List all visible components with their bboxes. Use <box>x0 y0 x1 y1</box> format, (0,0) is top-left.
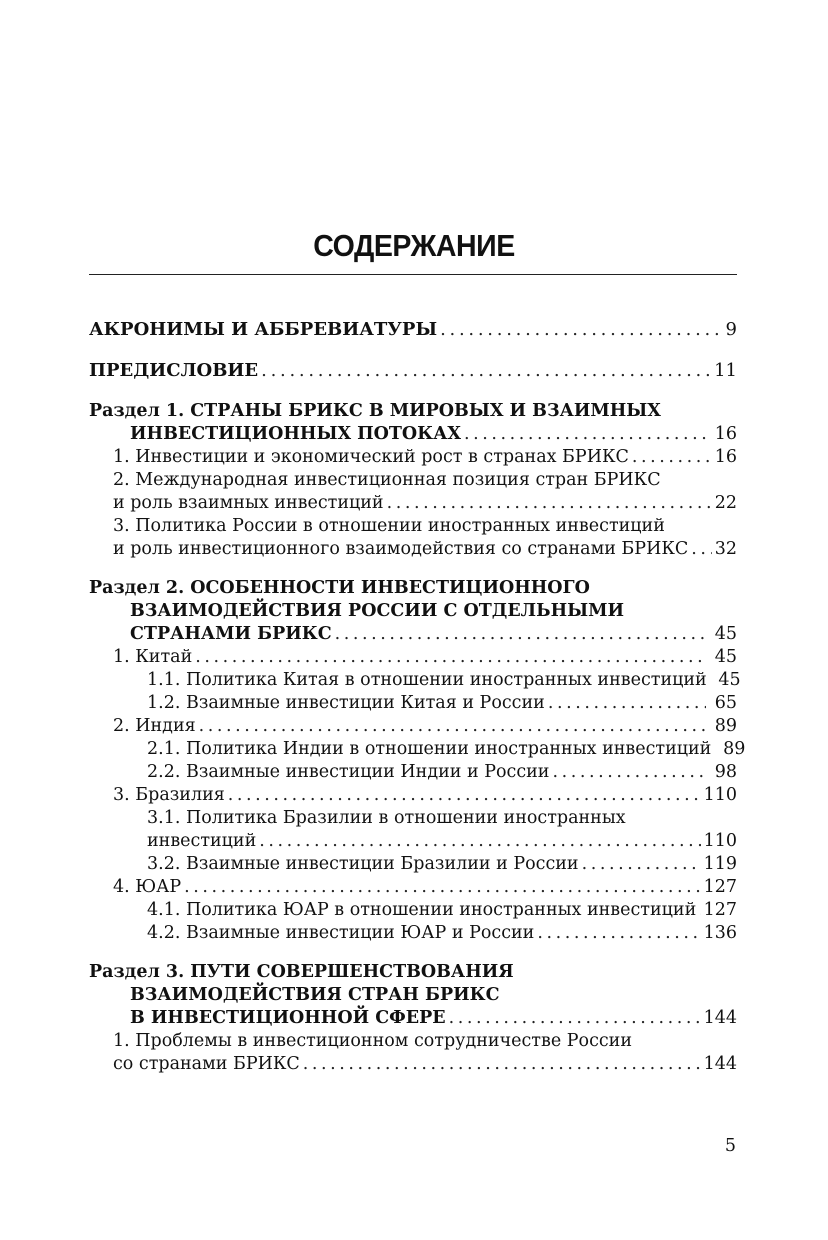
section-heading-line: Раздел 2. ОСОБЕННОСТИ ИНВЕСТИЦИОННОГО <box>89 578 590 598</box>
toc-subitem[interactable]: инвестиций . . . 110 <box>89 830 737 853</box>
leader-dots <box>335 623 706 646</box>
leader-dots <box>582 853 701 876</box>
toc-subitem[interactable]: 3.2. Взаимные инвестиции Бразилии и России . . . 119 <box>89 853 737 876</box>
toc-item-line[interactable]: 2. Международная инвестиционная позиция стран БРИКС <box>113 470 661 490</box>
leader-dots <box>199 715 706 738</box>
toc-item-line[interactable]: 1. Проблемы в инвестиционном сотрудничестве России <box>113 1031 633 1051</box>
toc-subitem[interactable]: 1.2. Взаимные инвестиции Китая и России . . . 65 <box>89 692 737 715</box>
leader-dots <box>195 646 706 669</box>
toc-page-number: 32 <box>714 539 737 559</box>
title-rule <box>89 274 737 275</box>
toc-page-number: 127 <box>703 877 737 897</box>
toc-item-line[interactable]: 3. Политика России в отношении иностранных инвестиций <box>113 516 665 536</box>
toc-subitem[interactable]: 2.1. Политика Индии в отношении иностранных инвестиций 89 <box>147 739 746 759</box>
leader-dots <box>699 899 700 922</box>
toc-subitem[interactable]: 4.1. Политика ЮАР в отношении иностранных инвестиций . . . 127 <box>89 899 737 922</box>
leader-dots <box>552 761 706 784</box>
section-heading-line: В ИНВЕСТИЦИОННОЙ СФЕРЕ . . . 144 <box>89 1007 737 1030</box>
toc-subitem[interactable]: 2.2. Взаимные инвестиции Индии и России . . . 98 <box>89 761 737 784</box>
toc-page-number: 89 <box>714 716 737 736</box>
section-heading-line: ВЗАИМОДЕЙСТВИЯ РОССИИ С ОТДЕЛЬНЫМИ <box>130 601 625 621</box>
toc-page-number: 16 <box>714 447 737 467</box>
toc-subitem[interactable]: 1.1. Политика Китая в отношении иностранных инвестиций 45 <box>147 670 741 690</box>
table-of-contents <box>89 318 746 1076</box>
leader-dots <box>691 538 711 561</box>
leader-dots <box>261 359 711 382</box>
toc-page-number: 16 <box>714 424 737 444</box>
toc-page-number: 45 <box>714 647 737 667</box>
section-heading-line: Раздел 3. ПУТИ СОВЕРШЕНСТВОВАНИЯ <box>89 962 514 982</box>
toc-page-number: 65 <box>714 693 737 713</box>
leader-dots <box>632 446 712 469</box>
toc-item[interactable]: со странами БРИКС . . . 144 <box>89 1053 737 1076</box>
leader-dots <box>537 922 700 945</box>
toc-page-number: 89 <box>723 739 746 759</box>
toc-subitem[interactable]: 4.2. Взаимные инвестиции ЮАР и России . . . 136 <box>89 922 737 945</box>
leader-dots <box>548 692 706 715</box>
toc-entry-title: АКРОНИМЫ И АББРЕВИАТУРЫ <box>89 319 438 340</box>
section-heading-line: ВЗАИМОДЕЙСТВИЯ СТРАН БРИКС <box>130 985 500 1005</box>
leader-dots <box>449 1007 701 1030</box>
leader-dots <box>228 784 701 807</box>
page-number: 5 <box>724 1136 736 1156</box>
toc-item-brazil[interactable]: 3. Бразилия . . . 110 <box>89 784 737 807</box>
leader-dots <box>259 830 700 853</box>
leader-dots <box>303 1053 701 1076</box>
toc-page-number: 136 <box>703 923 737 943</box>
toc-page-number: 9 <box>725 319 737 340</box>
toc-subitem-line[interactable]: 3.1. Политика Бразилии в отношении иностранных <box>147 808 626 828</box>
toc-page-number: 127 <box>703 900 737 920</box>
toc-page-number: 11 <box>714 360 737 381</box>
leader-dots <box>464 423 712 446</box>
leader-dots <box>387 492 712 515</box>
toc-page-number: 144 <box>703 1008 737 1028</box>
section-heading-line: ИНВЕСТИЦИОННЫХ ПОТОКАХ . . . 16 <box>89 423 737 446</box>
toc-entry-title: ПРЕДИСЛОВИЕ <box>89 360 259 381</box>
toc-section-2[interactable] <box>89 577 746 945</box>
toc-item[interactable]: и роль инвестиционного взаимодействия со странами БРИКС . . . 32 <box>89 538 737 561</box>
toc-entry-acronyms[interactable] <box>89 318 737 341</box>
section-heading-line: СТРАНАМИ БРИКС . . . 45 <box>89 623 737 646</box>
toc-item-south-africa[interactable]: 4. ЮАР . . . 127 <box>89 876 737 899</box>
toc-page-number: 144 <box>703 1054 737 1074</box>
toc-page-number: 45 <box>718 670 741 690</box>
leader-dots <box>184 876 700 899</box>
toc-section-1[interactable] <box>89 400 737 561</box>
page-title: СОДЕРЖАНИЕ <box>313 228 515 263</box>
toc-page-number: 110 <box>703 831 737 851</box>
toc-item-china[interactable]: 1. Китай . . . 45 <box>89 646 737 669</box>
toc-page-number: 22 <box>714 493 737 513</box>
toc-page-number: 98 <box>714 762 737 782</box>
toc-page-number: 119 <box>703 854 737 874</box>
toc-item[interactable]: 1. Инвестиции и экономический рост в странах БРИКС . . . 16 <box>89 446 737 469</box>
toc-page-number: 110 <box>703 785 737 805</box>
leader-dots <box>440 318 722 341</box>
section-heading-line: Раздел 1. СТРАНЫ БРИКС В МИРОВЫХ И ВЗАИМНЫХ <box>89 401 661 421</box>
toc-item[interactable]: и роль взаимных инвестиций . . . 22 <box>89 492 737 515</box>
toc-entry-preface[interactable] <box>89 359 737 382</box>
toc-section-3[interactable] <box>89 961 737 1076</box>
toc-page-number: 45 <box>714 624 737 644</box>
toc-item-india[interactable]: 2. Индия . . . 89 <box>89 715 737 738</box>
